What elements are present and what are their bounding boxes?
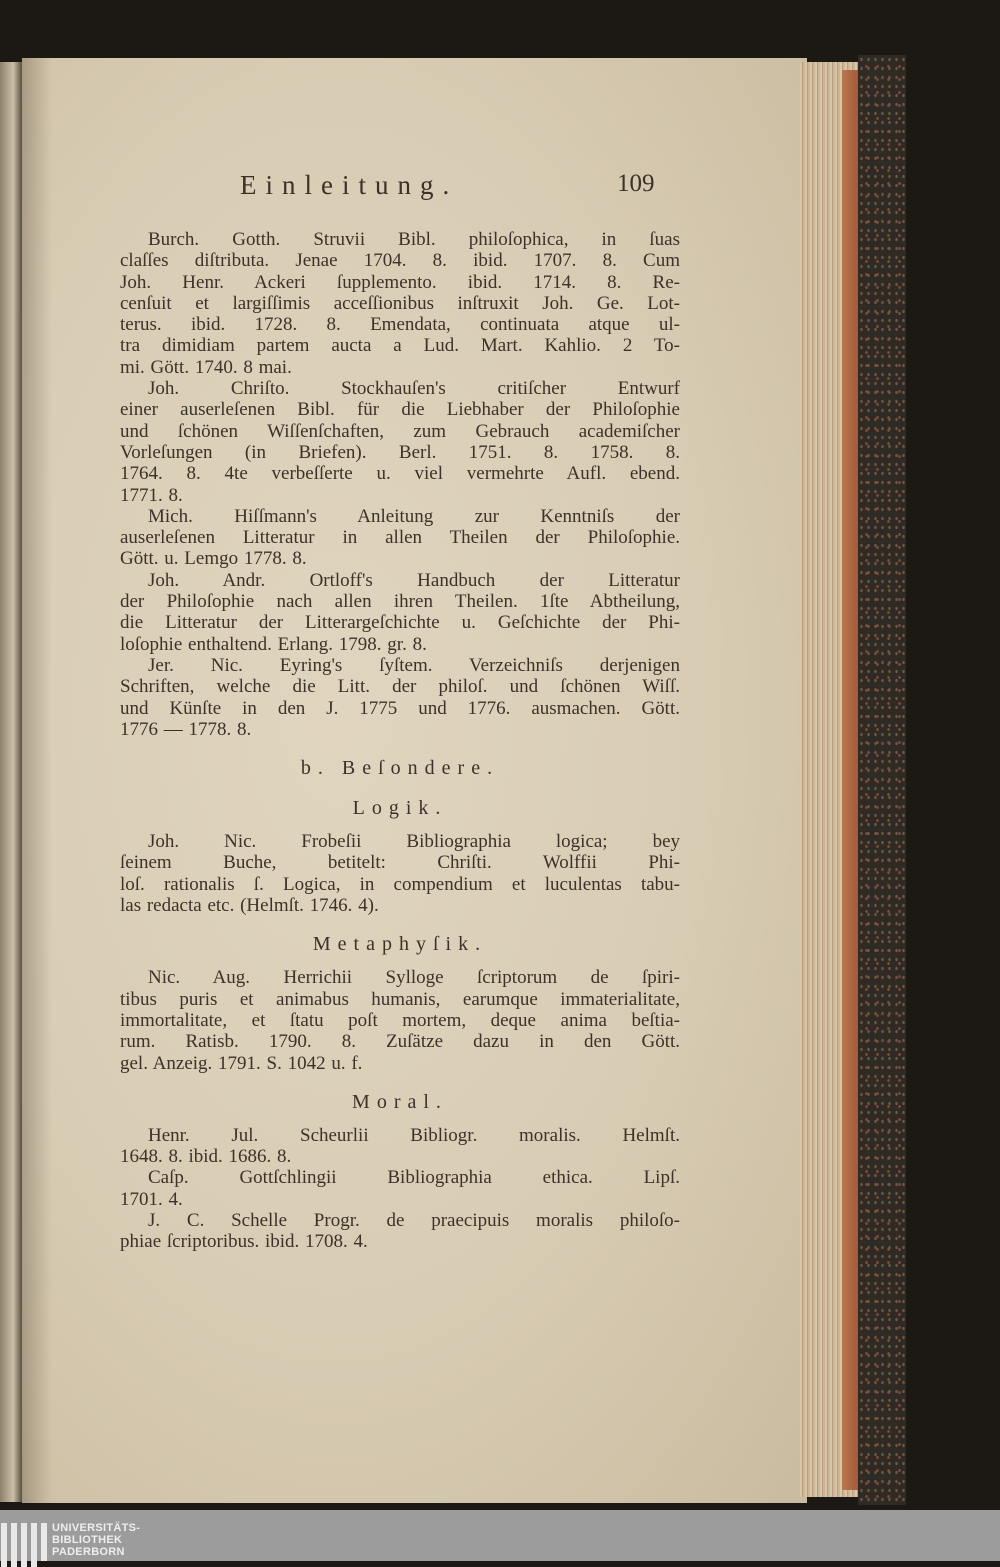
bibliography-entry — [120, 655, 680, 740]
bibliography-entry — [120, 1210, 680, 1253]
text-line: Joh. Andr. Ortloff's Handbuch der Litteratur — [148, 569, 680, 591]
section-heading: Moral. — [352, 1090, 448, 1113]
text-line: phiae ſcriptoribus. ibid. 1708. 4. — [120, 1231, 368, 1253]
text-line: Henr. Jul. Scheurlii Bibliogr. moralis. Helmſt. — [148, 1124, 680, 1146]
text-line: Mich. Hiſſmann's Anleitung zur Kenntniſs der — [148, 505, 680, 527]
bibliography-entry — [120, 506, 680, 570]
text-line: Gött. u. Lemgo 1778. 8. — [120, 548, 307, 570]
text-line: J. C. Schelle Progr. de praecipuis moralis philoſo- — [148, 1209, 680, 1231]
bibliography-entry — [120, 1167, 680, 1210]
text-line: ſeinem Buche, betitelt: Chriſti. Wolffii Phi- — [120, 852, 680, 874]
text-line: Vorleſungen (in Briefen). Berl. 1751. 8. 1758. 8. — [120, 441, 680, 463]
text-line: loſophie enthaltend. Erlang. 1798. gr. 8. — [120, 633, 427, 655]
text-line: terus. ibid. 1728. 8. Emendata, continuata atque ul- — [120, 314, 680, 336]
logo-line: UNIVERSITÄTS- — [52, 1522, 141, 1534]
facing-page-edge — [0, 62, 22, 1502]
text-line: tra dimidiam partem aucta a Lud. Mart. Kahlio. 2 To- — [120, 335, 680, 357]
section-heading: Logik. — [352, 797, 448, 820]
library-logo-text — [52, 1522, 140, 1558]
bibliography-entry — [120, 831, 680, 916]
text-line: Joh. Nic. Frobeſii Bibliographia logica; bey — [148, 831, 680, 853]
bibliography-entry — [120, 967, 680, 1073]
text-line: Nic. Aug. Herrichii Sylloge ſcriptorum de ſpiri- — [148, 967, 680, 989]
text-line: und Künſte in den J. 1775 und 1776. ausmachen. Gött. — [120, 697, 680, 719]
text-line: Jer. Nic. Eyring's ſyſtem. Verzeichniſs derjenigen — [148, 654, 680, 676]
library-footer — [0, 1510, 1000, 1561]
logo-line: PADERBORN — [52, 1546, 125, 1558]
text-line: tibus puris et animabus humanis, earumque immaterialitate, — [120, 988, 680, 1010]
text-line: auserleſenen Litteratur in allen Theilen der Philoſophie. — [120, 527, 680, 549]
logo-line: BIBLIOTHEK — [52, 1534, 123, 1546]
text-line: 1648. 8. ibid. 1686. 8. — [120, 1146, 292, 1168]
bibliography-entry — [120, 1125, 680, 1168]
text-line: Joh. Chriſto. Stockhauſen's critiſcher Entwurf — [148, 378, 680, 400]
book-cover — [858, 55, 906, 1505]
text-line: 1776 — 1778. 8. — [120, 718, 252, 740]
text-line: Schriften, welche die Litt. der philoſ. und ſchönen Wiſſ. — [120, 676, 680, 698]
text-line: loſ. rationalis ſ. Logica, in compendium et luculentas tabu- — [120, 873, 680, 895]
page-number: 109 — [617, 170, 655, 197]
text-line: las redacta etc. (Helmſt. 1746. 4). — [120, 895, 379, 917]
text-line: gel. Anzeig. 1791. S. 1042 u. f. — [120, 1052, 363, 1074]
text-line: die Litteratur der Litterargeſchichte u. Geſchichte der Phi- — [120, 612, 680, 634]
section-heading: Metaphyſik. — [312, 933, 488, 956]
bibliography-entry — [120, 229, 680, 378]
text-line: claſſes diſtributa. Jenae 1704. 8. ibid. 1707. 8. Cum — [120, 250, 680, 272]
text-line: Joh. Henr. Ackeri ſupplemento. ibid. 1714. 8. Re- — [120, 271, 680, 293]
text-line: der Philoſophie nach allen ihren Theilen. 1ſte Abtheilung, — [120, 591, 680, 613]
text-line: 1771. 8. — [120, 484, 183, 506]
bibliography-entry — [120, 378, 680, 506]
text-line: Caſp. Gottſchlingii Bibliographia ethica. Lipſ. — [148, 1167, 680, 1189]
page-gutter-shadow — [22, 58, 52, 1503]
text-line: einer auserleſenen Bibl. für die Liebhaber der Philoſophie — [120, 399, 680, 421]
text-line: immortalitate, et ſtatu poſt mortem, deque anima beſtia- — [120, 1009, 680, 1031]
text-line: rum. Ratisb. 1790. 8. Zuſätze dazu in den Gött. — [120, 1031, 680, 1053]
running-head: Einleitung. — [240, 170, 459, 200]
red-page-edge — [842, 70, 858, 1490]
text-line: cenſuit et largiſſimis acceſſionibus inſtruxit Joh. Ge. Lot- — [120, 292, 680, 314]
text-line: 1701. 4. — [120, 1188, 183, 1210]
text-line: Burch. Gotth. Struvii Bibl. philoſophica, in ſuas — [148, 229, 680, 250]
text-line: und ſchönen Wiſſenſchaften, zum Gebrauch academiſcher — [120, 420, 680, 442]
bibliography-entry — [120, 570, 680, 655]
text-line: mi. Gött. 1740. 8 mai. — [120, 356, 292, 378]
section-heading: b. Beſondere. — [300, 757, 500, 780]
text-line: 1764. 8. 4te verbeſſerte u. viel vermehrte Aufl. ebend. — [120, 463, 680, 485]
page-text — [120, 229, 680, 1253]
